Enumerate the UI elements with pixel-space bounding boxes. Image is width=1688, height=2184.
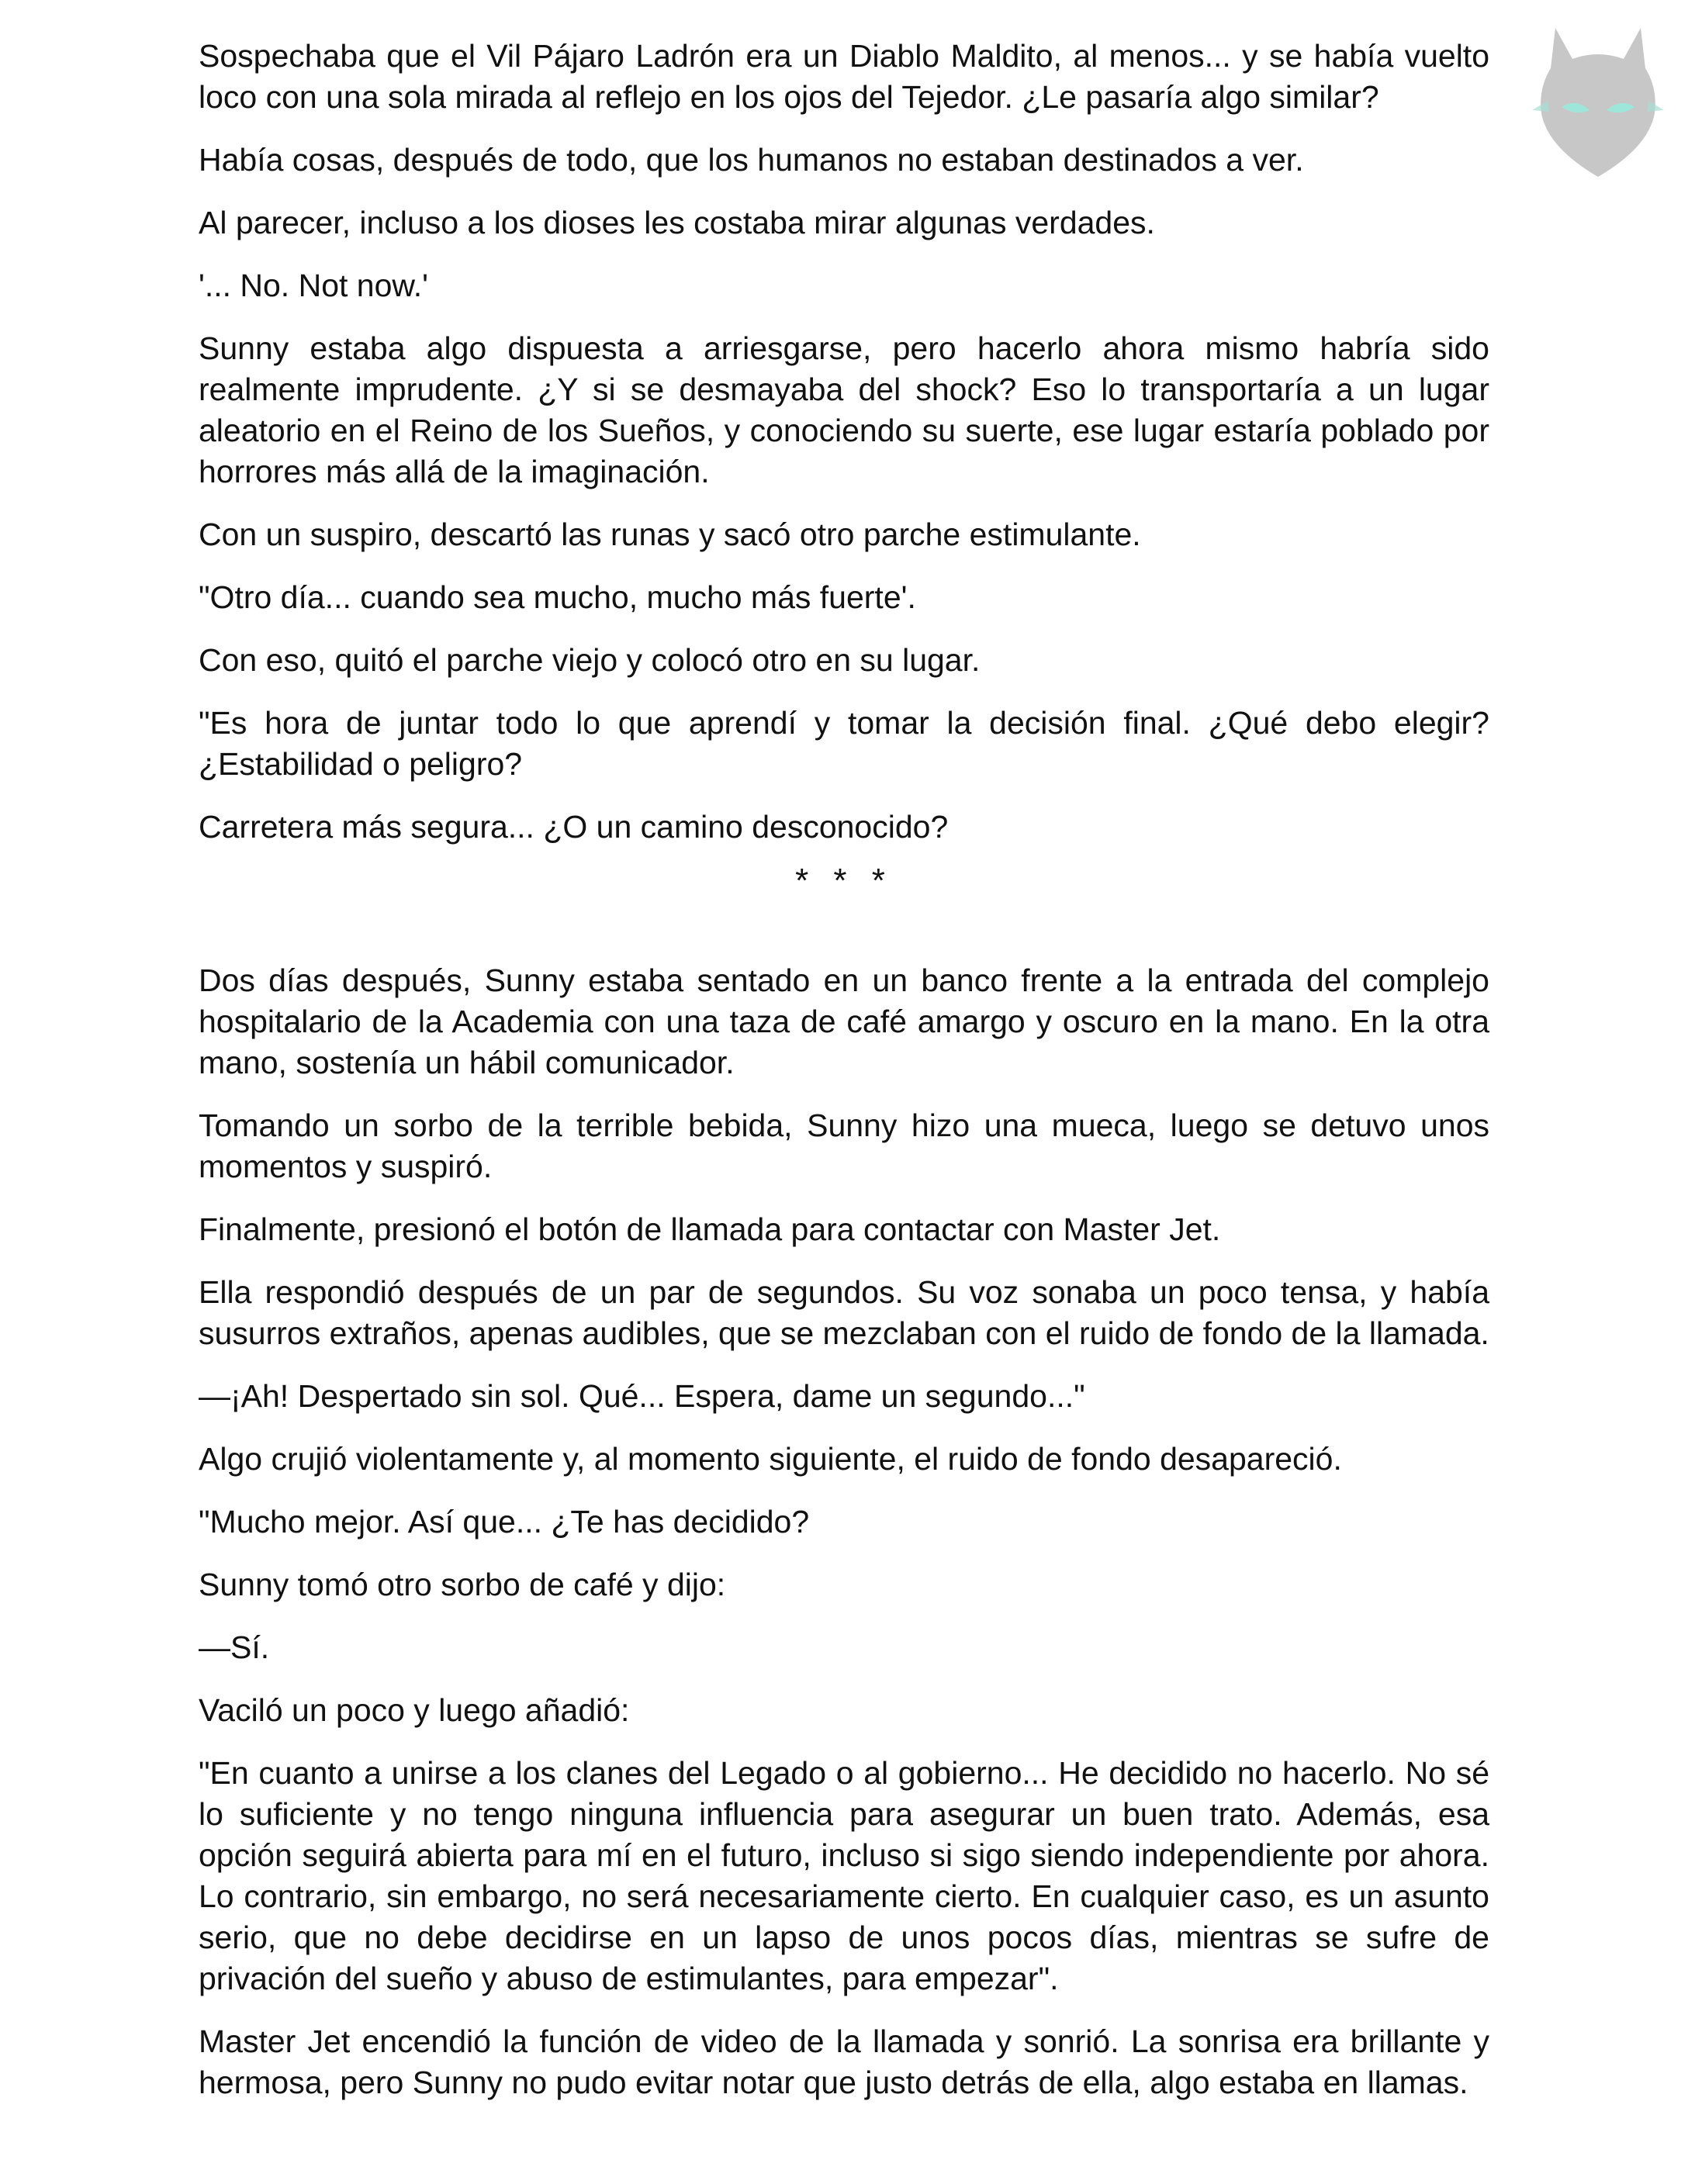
document-body	[199, 36, 1489, 2103]
paragraph: '... No. Not now.'	[199, 268, 428, 303]
paragraph: Carretera más segura... ¿O un camino desconocido?	[199, 809, 949, 845]
section-separator: * * *	[795, 862, 893, 900]
paragraph: "Mucho mejor. Así que... ¿Te has decidido?	[199, 1504, 810, 1540]
paragraph: Con un suspiro, descartó las runas y sacó otro parche estimulante.	[199, 517, 1141, 552]
paragraph: "Es hora de juntar todo lo que aprendí y tomar la decisión final. ¿Qué debo elegir? ¿Estabilidad o peligro?	[199, 705, 1489, 782]
paragraph: Ella respondió después de un par de segundos. Su voz sonaba un poco tensa, y había susurros extraños, apenas audibles, que se mezclaban con el ruido de fondo de la llamada.	[199, 1274, 1489, 1351]
paragraph: Al parecer, incluso a los dioses les costaba mirar algunas verdades.	[199, 205, 1155, 240]
paragraph: Sunny tomó otro sorbo de café y dijo:	[199, 1567, 726, 1602]
paragraph: Había cosas, después de todo, que los humanos no estaban destinados a ver.	[199, 142, 1304, 178]
paragraph: —Sí.	[199, 1629, 270, 1665]
paragraph: "En cuanto a unirse a los clanes del Legado o al gobierno... He decidido no hacerlo. No sé lo suficiente y no tengo ninguna influencia para asegurar un buen trato. Además, esa opción seguirá abierta para mí en el futuro, incluso si sigo siendo independiente por ahora. Lo contrario, sin embargo, no será necesariamente cierto. En cualquier caso, es un asunto serio, que no debe decidirse en un lapso de unos pocos días, mientras se sufre de privación del sueño y abuso de estimulantes, para empezar".	[199, 1755, 1489, 1996]
paragraph: Finalmente, presionó el botón de llamada para contactar con Master Jet.	[199, 1211, 1221, 1247]
paragraph: Dos días después, Sunny estaba sentado en un banco frente a la entrada del complejo hospitalario de la Academia con una taza de café amargo y oscuro en la mano. En la otra mano, sostenía un hábil comunicador.	[199, 962, 1489, 1080]
devil-head-icon	[1524, 14, 1672, 185]
paragraph: "Otro día... cuando sea mucho, mucho más fuerte'.	[199, 579, 916, 615]
paragraph: Tomando un sorbo de la terrible bebida, Sunny hizo una mueca, luego se detuvo unos momentos y suspiró.	[199, 1108, 1489, 1184]
paragraph: Master Jet encendió la función de video de la llamada y sonrió. La sonrisa era brillante y hermosa, pero Sunny no pudo evitar notar que justo detrás de ella, algo estaba en llamas.	[199, 2023, 1489, 2100]
paragraph: Sunny estaba algo dispuesta a arriesgarse, pero hacerlo ahora mismo habría sido realmente imprudente. ¿Y si se desmayaba del shock? Eso lo transportaría a un lugar aleatorio en el Reino de los Sueños, y conociendo su suerte, ese lugar estaría poblado por horrores más allá de la imaginación.	[199, 330, 1489, 489]
paragraph: Algo crujió violentamente y, al momento siguiente, el ruido de fondo desapareció.	[199, 1441, 1342, 1477]
paragraph: —¡Ah! Despertado sin sol. Qué... Espera, dame un segundo..."	[199, 1378, 1085, 1414]
paragraph: Sospechaba que el Vil Pájaro Ladrón era un Diablo Maldito, al menos... y se había vuelto loco con una sola mirada al reflejo en los ojos del Tejedor. ¿Le pasaría algo similar?	[199, 38, 1489, 115]
paragraph: Vaciló un poco y luego añadió:	[199, 1692, 630, 1728]
paragraph: Con eso, quitó el parche viejo y colocó otro en su lugar.	[199, 642, 981, 678]
